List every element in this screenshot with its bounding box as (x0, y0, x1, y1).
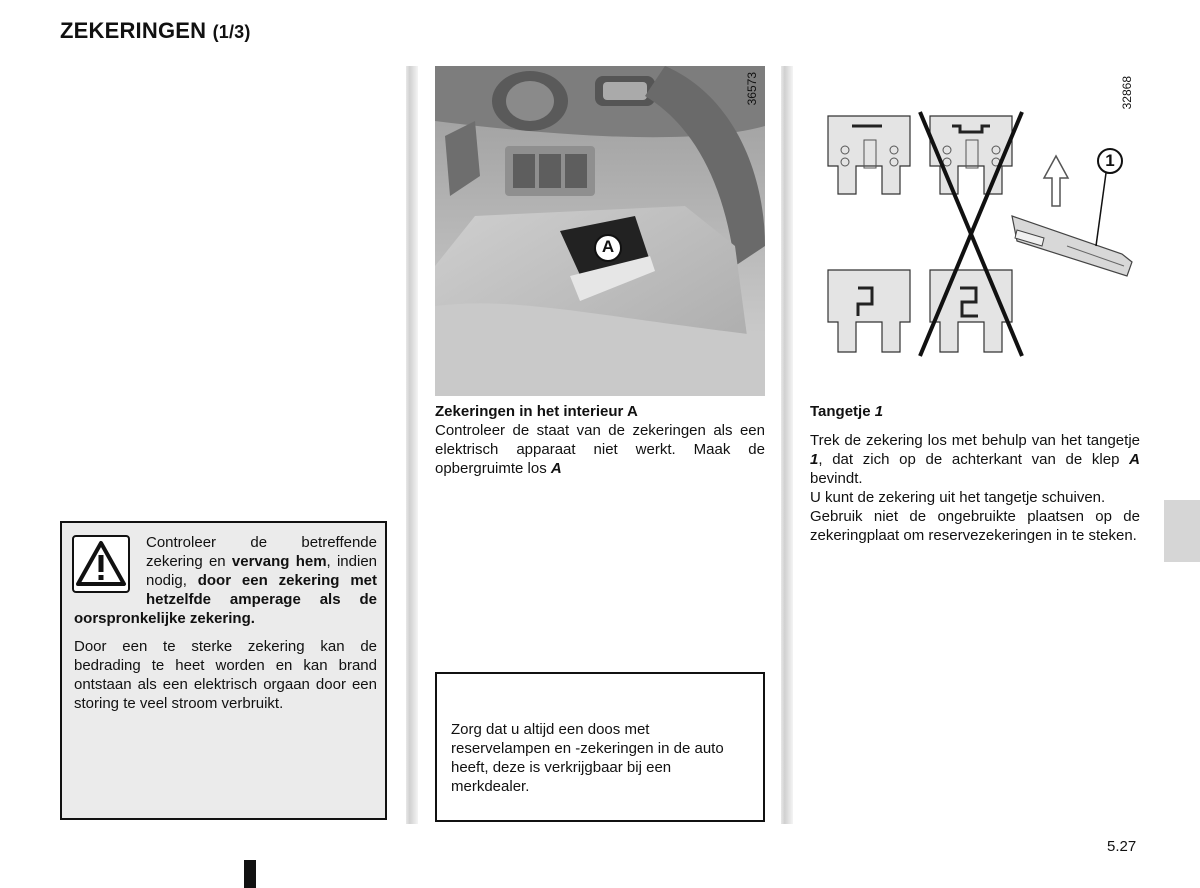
warning-box (60, 521, 387, 820)
tweezer-text-1: Trek de zekering los met behulp van het tangetje (810, 432, 1140, 449)
page-title-text: ZEKERINGEN (60, 18, 207, 43)
fuse-diagram (812, 66, 1142, 366)
page-title-part: (1/3) (212, 22, 251, 42)
tweezer-text-3: bevindt. (810, 470, 863, 487)
diagram-reference-code: 32868 (1120, 76, 1134, 110)
interior-fuses-section (435, 402, 765, 478)
tweezer-ref-1: 1 (810, 451, 819, 468)
warning-text-5: Door een te sterke zekering kan de bedrading te heet worden en kan brand ontstaan als een elektrisch orgaan door een storing te veel stroom verbruikt. (74, 638, 377, 712)
column-divider (406, 66, 418, 824)
tweezer-ref-a: A (1129, 451, 1140, 468)
interior-fuses-ref: A (550, 460, 562, 477)
note-box (435, 672, 765, 822)
tweezer-heading-ref: 1 (874, 403, 884, 420)
interior-fuses-heading: Zekeringen in het interieur A (435, 403, 638, 420)
tweezer-text-2: , dat zich op de achterkant van de klep (818, 451, 1130, 468)
tweezer-section (810, 402, 1140, 545)
warning-text-1: Controleer de betreffende zekering en (146, 534, 377, 570)
photo-callout-a: A (601, 237, 615, 256)
interior-photo (435, 66, 765, 396)
tweezer-text-4: U kunt de zekering uit het tangetje schuiven. (810, 489, 1106, 506)
diagram-callout-1: 1 (1105, 151, 1115, 170)
warning-text-4: door een zekering met hetzelfde amperage als de oorspronkelijke zekering. (74, 572, 377, 627)
warning-text-2: vervang hem (231, 553, 327, 570)
crop-mark (244, 860, 256, 888)
page-title (60, 18, 251, 44)
photo-reference-code: 36573 (745, 72, 759, 106)
note-text: Zorg dat u altijd een doos met reservelampen en -zekeringen in de auto heeft, deze is verkrijgbaar bij een merkdealer. (451, 721, 724, 795)
column-divider (781, 66, 793, 824)
tweezer-heading (810, 402, 1140, 421)
interior-fuses-text: Controleer de staat van de zekeringen als een elektrisch apparaat niet werkt. Maak de opbergruimte los (435, 422, 765, 477)
tweezer-heading-text: Tangetje (810, 403, 875, 420)
warning-text (74, 533, 377, 722)
tweezer-text-5: Gebruik niet de ongebruikte plaatsen op de zekeringplaat om reservezekeringen in te steken. (810, 508, 1140, 544)
warning-text-3: , indien nodig, (146, 553, 378, 589)
page-number: 5.27 (1107, 838, 1137, 855)
section-tab (1164, 500, 1200, 562)
